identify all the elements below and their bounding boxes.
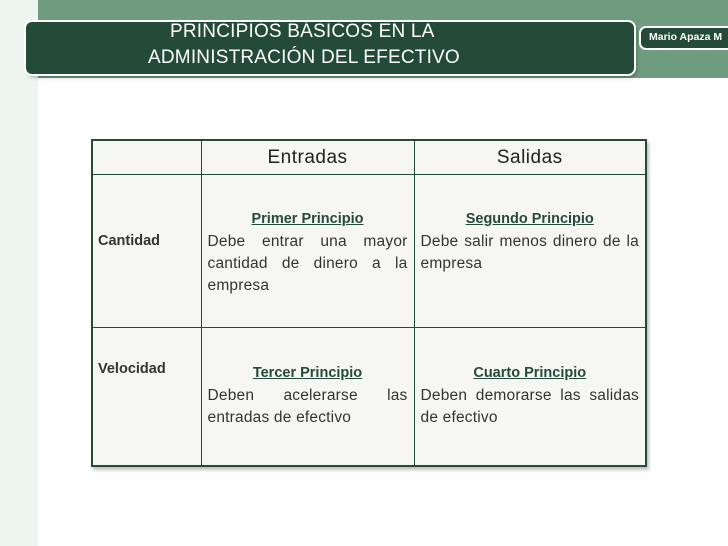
author-badge xyxy=(641,28,728,48)
header-cell-salidas xyxy=(414,140,646,175)
header-cell-entradas xyxy=(201,140,414,175)
slide-title-line-2: ADMINISTRACIÓN DEL EFECTIVO xyxy=(148,47,460,68)
table-row xyxy=(92,175,646,328)
table-row xyxy=(92,328,646,467)
author-name: Mario Apaza M xyxy=(649,31,723,43)
principle-text-3: Deben acelerarse las entradas de efectivo xyxy=(207,387,408,426)
principle-text-1: Debe entrar una mayor cantidad de dinero a la empresa xyxy=(207,233,408,294)
principle-cell-2 xyxy=(414,175,646,328)
row-label-cell xyxy=(92,175,201,328)
slide-title-line-1: PRINCIPIOS BÁSICOS EN LA xyxy=(170,21,435,42)
principle-title-3: Tercer Principio xyxy=(252,365,363,381)
principle-cell-4 xyxy=(414,328,646,467)
principle-text-4: Deben demorarse las salidas de efectivo xyxy=(420,387,639,426)
side-strip xyxy=(0,0,38,546)
header-corner-cell xyxy=(92,140,201,175)
principle-title-4: Cuarto Principio xyxy=(473,365,587,381)
principle-cell-3 xyxy=(201,328,414,467)
slide-title-box xyxy=(26,22,634,74)
principle-cell-1 xyxy=(201,175,414,328)
principle-title-2: Segundo Principio xyxy=(465,211,594,227)
principle-title-1: Primer Principio xyxy=(251,211,364,227)
row-label-cantidad: Cantidad xyxy=(98,233,161,249)
row-label-cell xyxy=(92,328,201,467)
row-label-velocidad: Velocidad xyxy=(98,361,166,377)
principle-text-2: Debe salir menos dinero de la empresa xyxy=(420,233,639,272)
header-entradas: Entradas xyxy=(267,147,348,168)
principles-table xyxy=(91,139,647,467)
table-header-row xyxy=(92,140,646,175)
header-salidas: Salidas xyxy=(496,147,563,168)
